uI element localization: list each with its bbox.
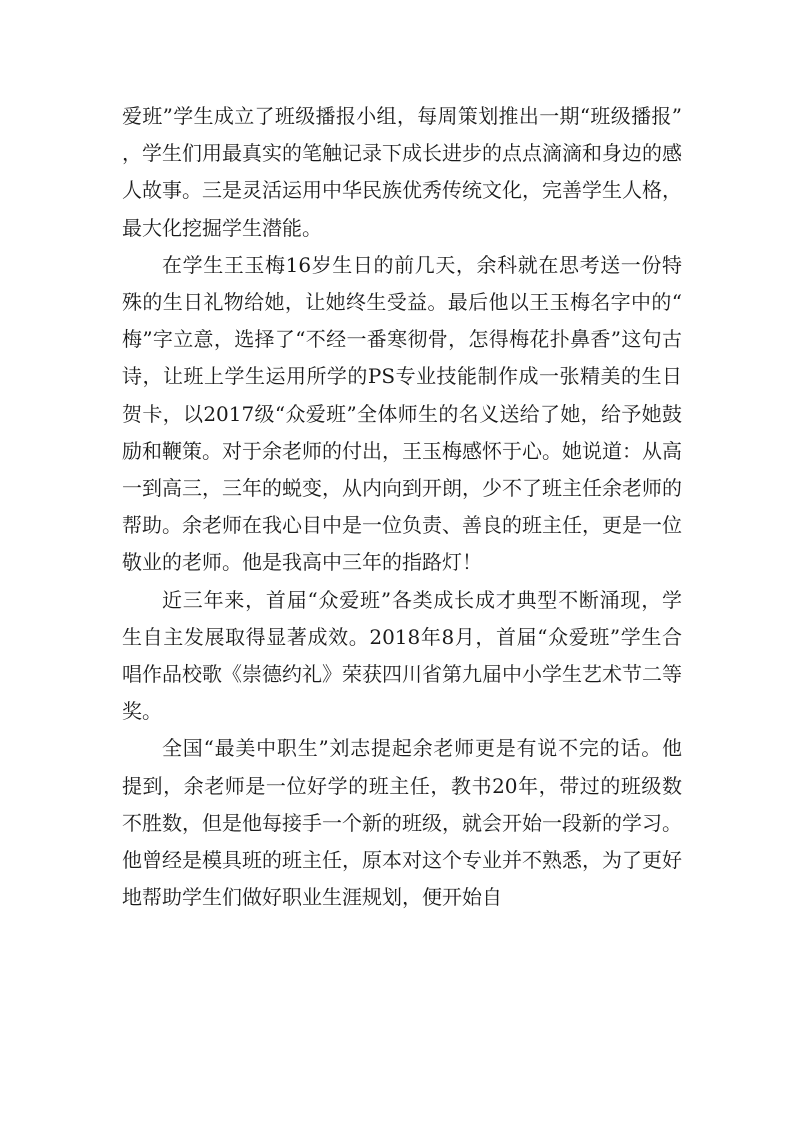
body-text <box>122 98 682 916</box>
paragraph-birthday-card: 在学生王玉梅16岁生日的前几天，余科就在思考送一份特殊的生日礼物给她，让她终生受益。最后他以王玉梅名字中的“梅”字立意，选择了“不经一番寒彻骨，怎得梅花扑鼻香”这句古诗，让班上学生运用所学的PS专业技能制作成一张精美的生日贺卡，以2017级“众爱班”全体师生的名义送给了她，给予她鼓励和鞭策。对于余老师的付出，王玉梅感怀于心。她说道：从高一到高三，三年的蜕变，从内向到开朗，少不了班主任余老师的帮助。余老师在我心目中是一位负责、善良的班主任，更是一位敬业的老师。他是我高中三年的指路灯！ <box>122 252 682 575</box>
paragraph-liu-zhi: 全国“最美中职生”刘志提起余老师更是有说不完的话。他提到，余老师是一位好学的班主任，教书20年，带过的班级数不胜数，但是他每接手一个新的班级，就会开始一段新的学习。他曾经是模具班的班主任，原本对这个专业并不熟悉，为了更好地帮助学生们做好职业生涯规划，便开始自 <box>122 736 682 910</box>
paragraph-achievements: 近三年来，首届“众爱班”各类成长成才典型不断涌现，学生自主发展取得显著成效。2018年8月，首届“众爱班”学生合唱作品校歌《崇德约礼》荣获四川省第九届中小学生艺术节二等奖。 <box>122 587 682 724</box>
paragraph-class-broadcast: 爱班”学生成立了班级播报小组，每周策划推出一期“班级播报”，学生们用最真实的笔触记录下成长进步的点点滴滴和身边的感人故事。三是灵活运用中华民族优秀传统文化，完善学生人格，最大化挖掘学生潜能。 <box>122 104 682 240</box>
